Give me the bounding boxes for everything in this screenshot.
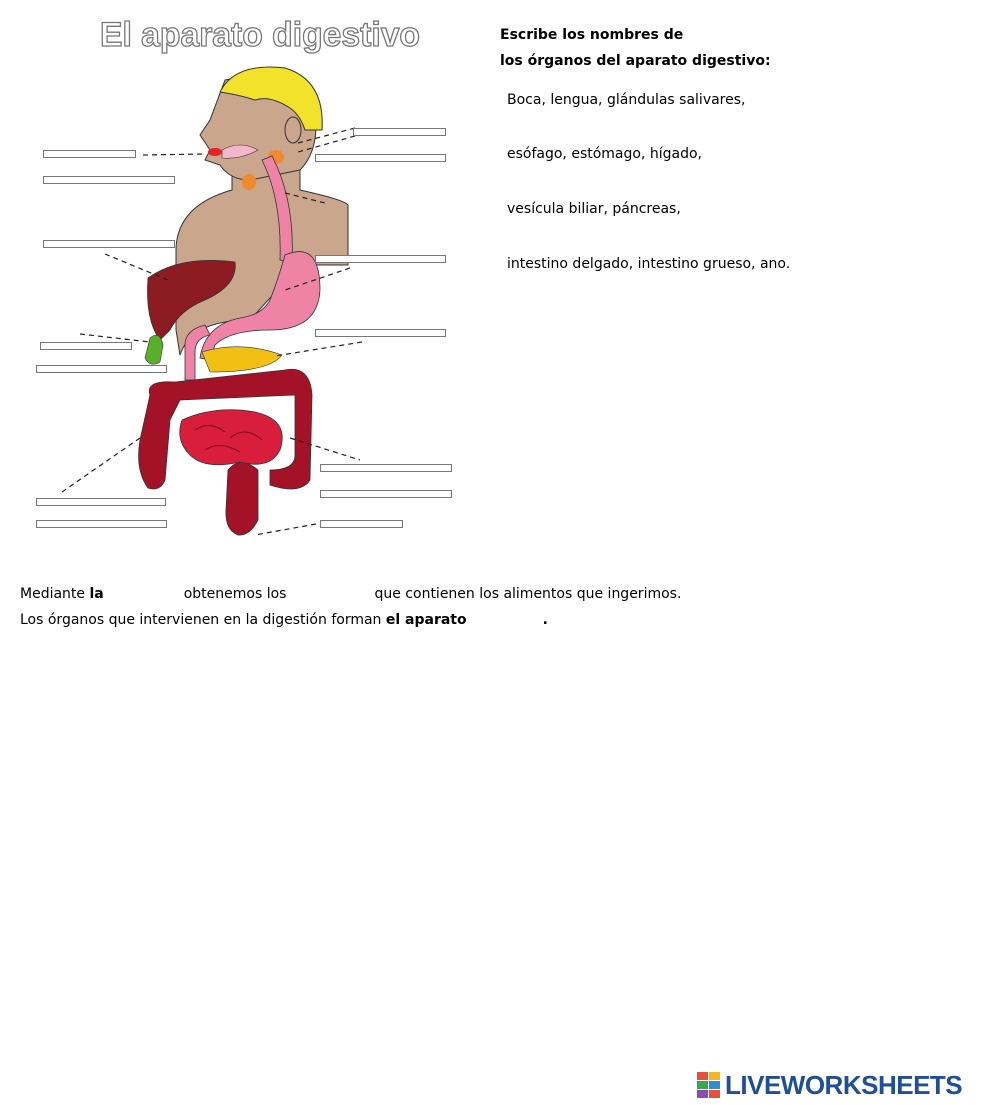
blank-nutrientes[interactable] [286,586,374,602]
worksheet-title [95,10,435,58]
sentence-1-text-a: Mediante [20,586,90,602]
answer-box-intestino-grueso-1[interactable] [36,498,166,506]
word-bank-line-2: esófago, estómago, hígado, [507,146,702,162]
liveworksheets-logo-icon [697,1072,721,1098]
answer-box-intestino-delgado-2[interactable] [320,490,452,498]
answer-box-higado[interactable] [43,240,175,248]
answer-box-vesicula-1[interactable] [40,342,132,350]
answer-box-intestino-grueso-2[interactable] [36,520,167,528]
answer-box-vesicula-2[interactable] [36,365,167,373]
answer-box-ano[interactable] [320,520,403,528]
answer-box-glandulas-2[interactable] [315,154,446,162]
worksheet-title-text: El aparato digestivo [100,16,420,54]
word-bank-line-4: intestino delgado, intestino grueso, ano. [507,256,791,272]
gallbladder-shape [145,335,163,364]
sentence-2-text-a: Los órganos que intervienen en la digestión forman [20,612,386,628]
instructions-line-2: los órganos del aparato digestivo: [500,53,771,69]
rectum-shape [226,463,258,536]
liveworksheets-logo-text: LIVEWORKSHEETS [725,1069,963,1100]
sentence-2 [20,612,548,628]
sentence-2-bold: el aparato [385,612,467,628]
instructions [500,22,771,74]
pancreas-shape [202,347,282,372]
sentence-1-text-b: obtenemos los [183,586,287,602]
word-bank-line-1: Boca, lengua, glándulas salivares, [507,92,746,108]
liveworksheets-logo [697,1070,962,1100]
sentence-1-bold: la [89,586,104,602]
instructions-line-1: Escribe los nombres de [500,27,684,43]
word-bank-line-3: vesícula biliar, páncreas, [507,201,681,217]
sentence-2-end: . [542,612,548,628]
sentence-1 [20,586,681,602]
mouth-shape [208,148,222,156]
blank-digestivo[interactable] [467,612,543,628]
sentence-1-text-c: que contienen los alimentos que ingerimos. [374,586,682,602]
answer-box-glandulas-1[interactable] [353,128,446,136]
answer-box-pancreas[interactable] [315,329,446,337]
answer-box-lengua[interactable] [43,176,175,184]
blank-digestion[interactable] [104,586,184,602]
salivary-gland-2 [242,174,256,190]
answer-box-estomago[interactable] [315,255,446,263]
answer-box-intestino-delgado-1[interactable] [320,464,452,472]
answer-box-boca[interactable] [43,150,136,158]
